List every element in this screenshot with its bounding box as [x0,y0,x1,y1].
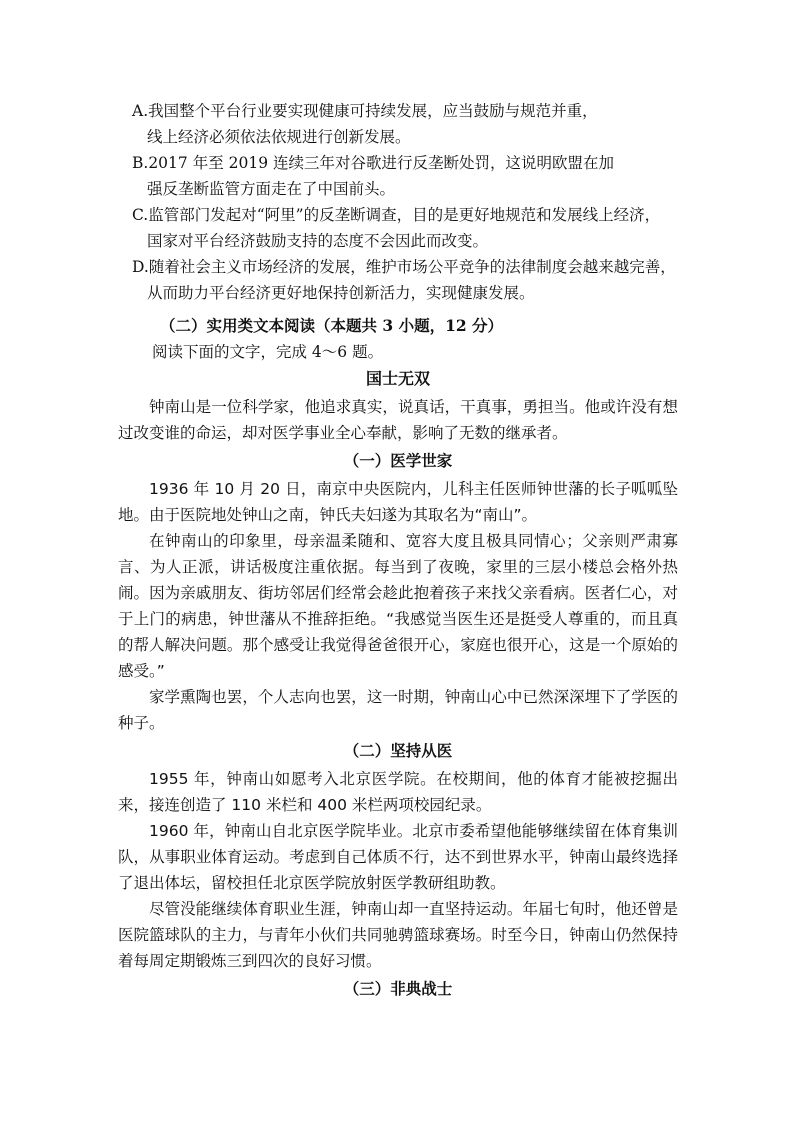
reading-article [118,366,678,1004]
part-1-title: （一）医学世家 [343,452,453,470]
option-a: A.我国整个平台行业要实现健康可持续发展，应当鼓励与规范并重， 线上经济必须依法依规进行创新发展。 [132,102,598,146]
section-heading: （二）实用类文本阅读（本题共 3 小题，12 分） [160,316,504,335]
part-2-title: （二）坚持从医 [343,742,453,760]
paragraph: 1955 年，钟南山如愿考入北京医学院。在校期间，他的体育才能被挖掘出来，接连创造了 110 米栏和 400 米栏两项校园纪录。 [118,770,678,814]
section-instructions: 阅读下面的文字，完成 4～6 题。 [152,343,384,361]
article-lead-paragraph: 钟南山是一位科学家，他追求真实，说真话，干真事，勇担当。他或许没有想过改变谁的命运，却对医学事业全心奉献，影响了无数的继承者。 [118,398,678,442]
option-c: C.监管部门发起对“阿里”的反垄断调查，目的是更好地规范和发展线上经济， 国家对平台经济鼓励支持的态度不会因此而改变。 [132,206,661,250]
option-b: B.2017 年至 2019 连续三年对谷歌进行反垄断处罚，这说明欧盟在加 强反垄断监管方面走在了中国前头。 [132,154,614,198]
paragraph: 在钟南山的印象里，母亲温柔随和、宽容大度且极具同情心；父亲则严肃寡言、为人正派，讲话极度注重依据。每当到了夜晚，家里的三层小楼总会格外热闹。因为亲戚朋友、街坊邻居们经常会趁此抱着孩子来找父亲看病。医者仁心，对于上门的病患，钟世藩从不推辞拒绝。“我感觉当医生还是挺受人尊重的，而且真的帮人解决问题。那个感受让我觉得爸爸很开心，家庭也很开心，这是一个原始的感受。” [118,532,678,680]
article-title: 国士无双 [365,369,430,388]
paragraph: 1960 年，钟南山自北京医学院毕业。北京市委希望他能够继续留在体育集训队，从事职业体育运动。考虑到自己体质不行，达不到世界水平，钟南山最终选择了退出体坛，留校担任北京医学院放射医学教研组助教。 [118,822,678,892]
paragraph: 尽管没能继续体育职业生涯，钟南山却一直坚持运动。年届七旬时，他还曾是医院篮球队的主力，与青年小伙们共同驰骋篮球赛场。时至今日，钟南山仍然保持着每周定期锻炼三到四次的良好习惯。 [118,900,678,970]
paragraph: 家学熏陶也罢，个人志向也罢，这一时期，钟南山心中已然深深埋下了学医的种子。 [118,688,678,732]
answer-options [132,98,680,306]
option-d: D.随着社会主义市场经济的发展，维护市场公平竞争的法律制度会越来越完善， 从而助力平台经济更好地保持创新活力，实现健康发展。 [132,258,676,302]
part-3-title: （三）非典战士 [343,980,453,998]
paragraph: 1936 年 10 月 20 日，南京中央医院内，儿科主任医师钟世藩的长子呱呱坠地。由于医院地处钟山之南，钟氏夫妇遂为其取名为“南山”。 [118,480,678,524]
